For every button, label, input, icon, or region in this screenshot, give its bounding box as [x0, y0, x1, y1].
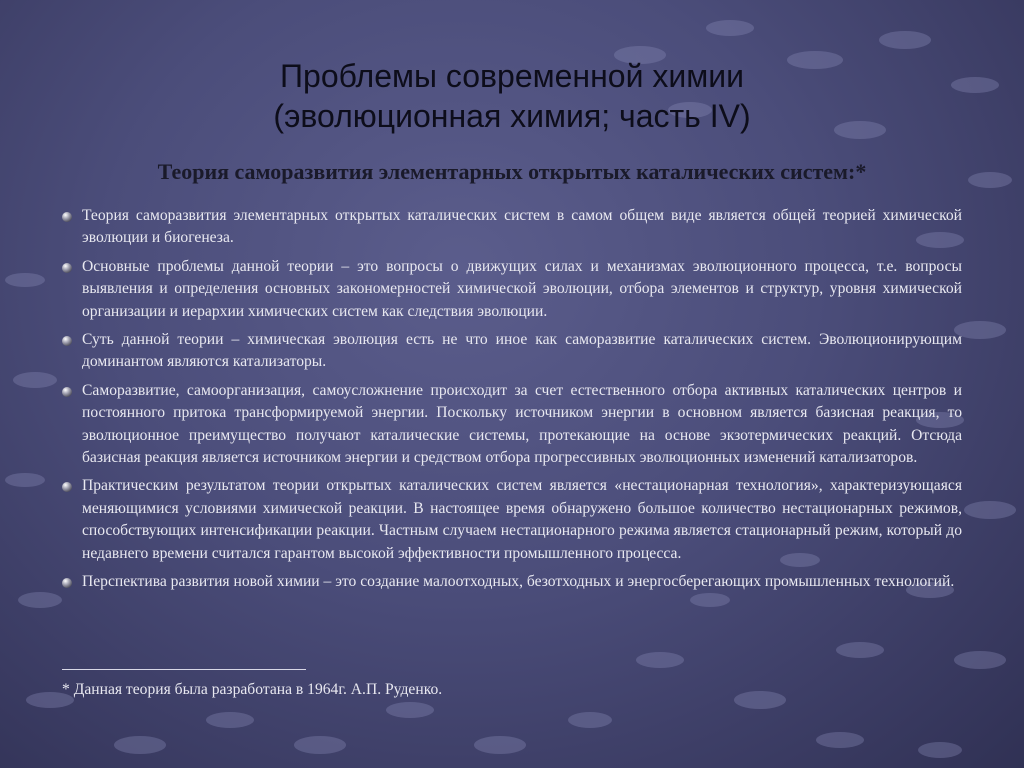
bullet-item [62, 329, 962, 374]
bullet-sphere-icon [62, 482, 72, 492]
footnote: * Данная теория была разработана в 1964г. А.П. Руденко. [62, 681, 443, 698]
bullet-item [62, 571, 962, 593]
bullet-text: Перспектива развития новой химии – это создание малоотходных, безотходных и энергосберегающих промышленных технологий. [82, 573, 955, 591]
bullet-text: Основные проблемы данной теории – это вопросы о движущих силах и механизмах эволюционного процесса, т.е. вопросы выявления и определения основных закономерностей химической эволюции, отбора элементов и структур, уровня химической организации и иерархии химических систем как следствия эволюции. [82, 257, 962, 320]
slide-subtitle: Теория саморазвития элементарных открытых каталических систем:* [157, 159, 867, 184]
bullet-text: Саморазвитие, самоорганизация, самоусложнение происходит за счет естественного отбора активных каталических центров и постоянного притока трансформируемой энергии. Поскольку источником энергии в основном является базисная реакция, то эволюционное преимущество получают каталические системы, протекающие на основе экзотермических реакций. Отсюда базисная реакция является источником энергии и средством отбора прогрессивных эволюционных изменений катализаторов. [82, 381, 962, 467]
bullet-text: Суть данной теории – химическая эволюция есть не что иное как саморазвитие каталических систем. Эволюционирующим доминантом являются катализаторы. [82, 331, 962, 371]
bullet-text: Теория саморазвития элементарных открытых каталических систем в самом общем виде является общей теорией химической эволюции и биогенеза. [82, 207, 962, 247]
bullet-item [62, 475, 962, 565]
footnote-divider [62, 669, 306, 670]
bullet-sphere-icon [62, 336, 72, 346]
bullet-list [62, 205, 962, 600]
bullet-text: Практическим результатом теории открытых каталических систем является «нестационарная технология», характеризующаяся меняющимися условиями химической реакции. В настоящее время обнаружено большое количество нестационарных режимов, способствующих интенсификации реакции. Частным случаем нестационарного режима является стационарный режим, который до недавнего времени считался гарантом высокой эффективности промышленного процесса. [82, 477, 962, 562]
bullet-item [62, 256, 962, 323]
bullet-sphere-icon [62, 263, 72, 273]
slide-title [0, 56, 1024, 136]
bullet-item [62, 205, 962, 250]
title-line-2: (эволюционная химия; часть IV) [273, 98, 751, 134]
bullet-item [62, 380, 962, 470]
bullet-sphere-icon [62, 387, 72, 397]
title-line-1: Проблемы современной химии [280, 58, 744, 94]
bullet-sphere-icon [62, 578, 72, 588]
bullet-sphere-icon [62, 212, 72, 222]
